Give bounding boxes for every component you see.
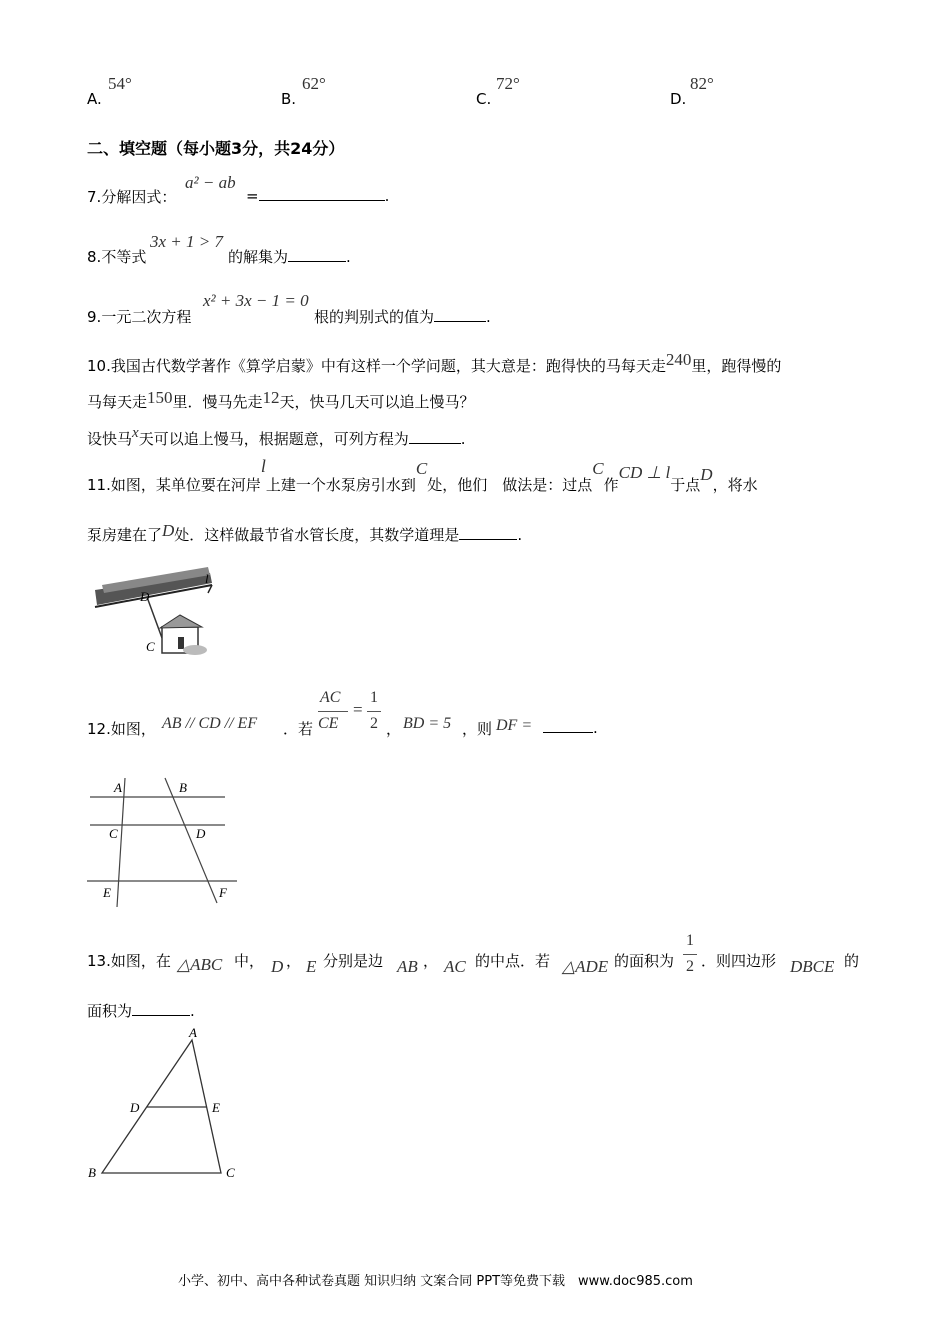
- q13-line2: 面积为 .: [87, 1002, 195, 1020]
- q12-answer: .: [543, 718, 598, 737]
- fig12-label-b: B: [179, 780, 187, 795]
- q13-triangle-ade: △ADE: [562, 957, 609, 976]
- fig12-label-f: F: [219, 885, 227, 900]
- fig11-label-d: D: [140, 589, 150, 604]
- q11-text-2: 上建一个水泵房引水到: [265, 476, 416, 494]
- q11-var-d: D: [700, 465, 713, 484]
- q12-text-3: ，: [386, 720, 402, 738]
- q8-blank[interactable]: [288, 247, 346, 262]
- q11-perp: CD ⊥ l: [618, 463, 671, 482]
- q10-text-1b: 里，跑得慢的: [691, 357, 782, 375]
- q11-var-l: l: [260, 456, 266, 476]
- q13-quad-dbce: DBCE: [790, 957, 835, 976]
- q13-var-d: D: [271, 957, 284, 976]
- option-d-value: 82°: [690, 74, 714, 93]
- q12-frac-num: AC: [320, 689, 341, 706]
- q13-var-e: E: [306, 957, 317, 976]
- q9-blank[interactable]: [434, 307, 486, 322]
- q7-number: 7.: [87, 188, 102, 206]
- fig12-label-e: E: [103, 885, 111, 900]
- q10-number-150: 150: [147, 388, 173, 407]
- q7-answer: = .: [246, 187, 390, 205]
- option-c-letter: C.: [476, 90, 492, 108]
- q10-text-2a: 马每天走: [87, 393, 148, 411]
- q8-number: 8.: [87, 248, 102, 266]
- q12-blank[interactable]: [543, 718, 593, 733]
- q10-text-2c: 天，快马几天可以追上慢马？: [279, 393, 475, 411]
- q13-side-ac: AC: [444, 957, 466, 976]
- q9-expression: x² + 3x − 1 = 0: [203, 291, 309, 310]
- q12-line: [87, 718, 156, 739]
- q12-frac-bar: [318, 711, 348, 712]
- q10-line2: [87, 388, 475, 412]
- q10-variable-x: x: [132, 425, 139, 441]
- q7-blank[interactable]: [259, 186, 385, 201]
- q10-text-1a: 10.我国古代数学著作《算学启蒙》中有这样一个学问题，其大意是：跑得快的马每天走: [87, 357, 666, 375]
- q13-blank[interactable]: [132, 1001, 190, 1016]
- q12-half-den: 2: [370, 715, 378, 732]
- q13-text-5: 的面积为: [614, 952, 675, 970]
- q10-number-240: 240: [665, 350, 692, 369]
- q12-text-4: ，则: [462, 720, 493, 738]
- page-footer: 小学、初中、高中各种试卷真题 知识归纳 文案合同 PPT等免费下载 www.doc985.com: [178, 1274, 693, 1289]
- option-b-letter: B.: [281, 90, 297, 108]
- q13-text-8: 面积为: [87, 1002, 133, 1020]
- q8-tail: 的解集为 .: [228, 248, 351, 266]
- q9-line: [87, 306, 191, 327]
- q13-sep-2: ，: [423, 952, 439, 970]
- figure-q12: [85, 775, 245, 915]
- q11-text-1: 11.如图，某单位要在河岸: [87, 476, 261, 494]
- q11-var-d2: D: [162, 521, 175, 540]
- option-d-letter: D.: [670, 90, 687, 108]
- q12-parallel: AB // CD // EF: [162, 715, 258, 732]
- figure-q11: [90, 555, 220, 660]
- fig13-label-a: A: [189, 1025, 197, 1040]
- option-a-letter: A.: [87, 90, 102, 108]
- q9-number: 9.: [87, 308, 102, 326]
- q13-triangle-abc: △ABC: [177, 955, 223, 974]
- q11-text-7: 泵房建在了: [87, 526, 163, 544]
- fig12-label-d: D: [196, 826, 206, 841]
- q12-df: DF =: [496, 717, 533, 734]
- q9-text: 一元二次方程: [101, 308, 192, 326]
- house-roof: [160, 615, 202, 628]
- q10-blank[interactable]: [409, 429, 461, 444]
- figure-q13: [82, 1022, 252, 1187]
- q13-text-6: ．则四边形: [701, 952, 777, 970]
- q8-text: 不等式: [101, 248, 147, 266]
- q10-text-3b: 天可以追上慢马，根据题意，可列方程为: [138, 430, 409, 448]
- q11-var-c: C: [415, 459, 428, 478]
- q11-text-5: 于点: [670, 476, 701, 494]
- q7-line: [87, 186, 176, 207]
- fig12-label-c: C: [109, 826, 118, 841]
- q13-frac-bar: [683, 954, 697, 955]
- q12-frac-den: CE: [318, 715, 339, 732]
- q13-frac-den: 2: [686, 958, 694, 975]
- q9-tail: 根的判别式的值为 .: [314, 308, 491, 326]
- q10-number-12: 12: [262, 388, 280, 407]
- option-a-value: 54°: [108, 74, 132, 93]
- q11-text-3: 处，他们 做法是：过点: [427, 476, 593, 494]
- q12-bd: BD = 5: [403, 715, 452, 732]
- q11-line1: [87, 456, 758, 495]
- q13-frac-num: 1: [686, 932, 694, 949]
- q11-text-4: 作: [603, 476, 619, 494]
- q11-text-6: ，将水: [712, 476, 758, 494]
- q10-text-2b: 里．慢马先走: [172, 393, 263, 411]
- q13-side-ab: AB: [397, 957, 418, 976]
- q12-frac-eq: =: [353, 700, 363, 719]
- fig12-label-a: A: [114, 780, 122, 795]
- q12-half-num: 1: [370, 689, 378, 706]
- q11-blank[interactable]: [459, 525, 517, 540]
- fig13-label-c: C: [226, 1165, 235, 1180]
- fig11-label-c: C: [146, 639, 155, 654]
- q10-line1: [87, 350, 782, 376]
- q8-line: [87, 246, 146, 267]
- q11-text-8: 处．这样做最节省水管长度，其数学道理是: [174, 526, 460, 544]
- q11-line2: 泵房建在了D处．这样做最节省水管长度，其数学道理是 .: [87, 521, 523, 544]
- q8-expression: 3x + 1 > 7: [150, 232, 223, 251]
- q10-text-3a: 设快马: [87, 430, 133, 448]
- q10-line3: 设快马x天可以追上慢马，根据题意，可列方程为 .: [87, 425, 466, 448]
- q13-text-2: 中，: [234, 952, 265, 970]
- q13-text-4: 的中点．若: [475, 952, 551, 970]
- q7-expression: a² − ab: [185, 173, 236, 192]
- house-ground: [183, 645, 207, 655]
- fig13-label-d: D: [130, 1100, 140, 1115]
- q13-text-7: 的: [844, 952, 860, 970]
- fig11-label-l: l: [205, 571, 209, 586]
- q12-text-2: ．若: [283, 720, 314, 738]
- q13-text-1: 13.如图，在: [87, 952, 171, 970]
- house-door: [178, 637, 184, 649]
- q11-var-c2: C: [592, 459, 604, 478]
- q13-text-3: 分别是边: [323, 952, 384, 970]
- q12-text-1: 12.如图，: [87, 720, 156, 738]
- q13-line1: [87, 950, 171, 971]
- q7-equals: =: [246, 187, 259, 205]
- q12-half-bar: [367, 711, 381, 712]
- section-title: 二、填空题（每小题3分，共24分）: [87, 139, 345, 158]
- q8-tail-text: 的解集为: [228, 248, 289, 266]
- option-b-value: 62°: [302, 74, 326, 93]
- fig13-label-b: B: [88, 1165, 96, 1180]
- q13-sep-1: ，: [286, 952, 302, 970]
- q7-text: 分解因式：: [101, 188, 177, 206]
- option-c-value: 72°: [496, 74, 520, 93]
- fig13-label-e: E: [212, 1100, 220, 1115]
- q9-tail-text: 根的判别式的值为: [314, 308, 435, 326]
